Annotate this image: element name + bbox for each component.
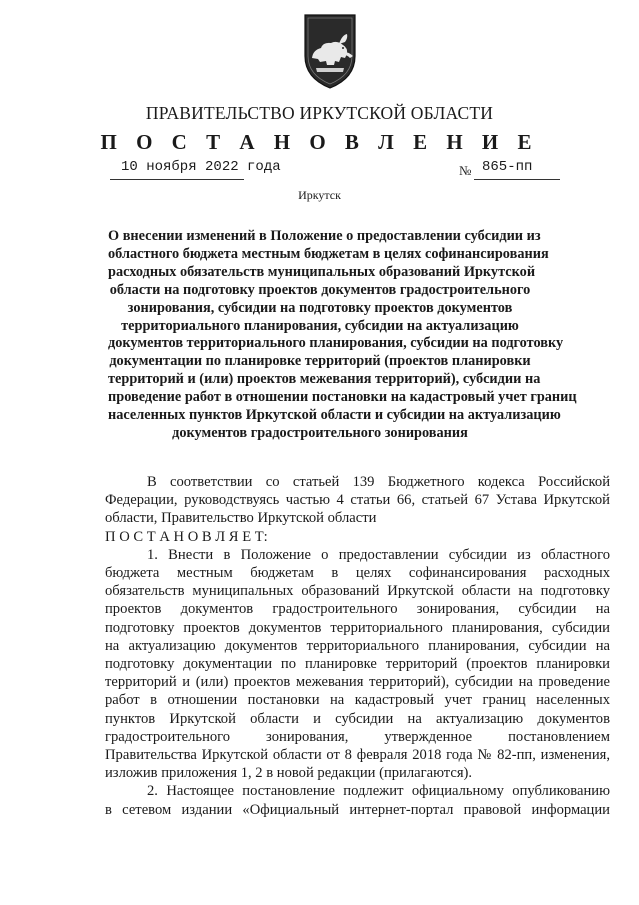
body-line: бюджета местным бюджетам в целях софинансирования расходных bbox=[105, 565, 610, 582]
subject-line: областного бюджета местным бюджетам в целях софинансирования bbox=[108, 245, 549, 262]
subject-line: расходных обязательств муниципальных образований Иркутской bbox=[108, 263, 536, 280]
subject-line: документов градостроительного зонирования bbox=[172, 424, 468, 441]
resolves-heading bbox=[105, 528, 610, 546]
body-line: градостроительного зонирования, утвержденное постановлением bbox=[105, 728, 610, 745]
document-type-heading: П О С Т А Н О В Л Е Н И Е bbox=[100, 130, 539, 154]
coat-of-arms-emblem bbox=[301, 12, 359, 90]
number-sign: № bbox=[459, 163, 472, 178]
body-line: обязательств муниципальных образований Иркутской области на подготовку bbox=[105, 583, 610, 600]
body-line: на актуализацию документов территориального планирования, субсидии на bbox=[105, 637, 610, 654]
body-line: Федерации, руководствуясь частью 4 статьи 66, статьей 67 Устава Иркутской bbox=[105, 492, 610, 509]
subject-line: проведение работ в отношении постановки на кадастровый учет границ bbox=[108, 389, 577, 406]
government-title: ПРАВИТЕЛЬСТВО ИРКУТСКОЙ ОБЛАСТИ bbox=[145, 103, 494, 123]
document-body bbox=[105, 473, 610, 819]
body-line: 2. Настоящее постановление подлежит официальному опубликованию bbox=[147, 783, 610, 800]
body-line: Правительства Иркутской области от 8 февраля 2018 года № 82-пп, изменения, bbox=[105, 747, 610, 764]
item-1-paragraph bbox=[105, 546, 610, 783]
document-date: 10 ноября 2022 года bbox=[121, 159, 281, 175]
body-line: 1. Внести в Положение о предоставлении субсидии из областного bbox=[147, 546, 610, 563]
body-line: территорий и (или) проектов межевания территорий), субсидии на проведение bbox=[105, 674, 610, 691]
resolution-subject bbox=[108, 228, 577, 443]
intro-paragraph bbox=[105, 473, 610, 528]
body-line: П О С Т А Н О В Л Я Е Т: bbox=[105, 528, 268, 545]
city-name: Иркутск bbox=[298, 188, 341, 202]
subject-line: территориального планирования, субсидии на актуализацию bbox=[121, 317, 519, 334]
subject-line: О внесении изменений в Положение о предоставлении субсидии из bbox=[108, 228, 541, 244]
date-underline bbox=[110, 179, 244, 180]
body-line: подготовку документации по планировке территорий (проектов планировки bbox=[105, 656, 610, 673]
subject-line: населенных пунктов Иркутской области и субсидии на актуализацию bbox=[108, 407, 561, 424]
body-line: проектов документов градостроительного зонирования, субсидии на bbox=[105, 601, 610, 618]
body-line: области, Правительство Иркутской области bbox=[105, 510, 377, 527]
subject-line: зонирования, субсидии на подготовку проектов документов bbox=[127, 299, 513, 316]
body-line: в сетевом издании «Официальный интернет-портал правовой информации bbox=[105, 801, 610, 818]
body-line: подготовку проектов документов территориального планирования, субсидии bbox=[105, 619, 610, 636]
subject-line: области на подготовку проектов документов градостроительного bbox=[109, 281, 531, 298]
body-line: пунктов Иркутской области и субсидии на актуализацию документов bbox=[105, 710, 610, 727]
subject-line: документации по планировке территорий (проектов планировки bbox=[109, 353, 531, 370]
number-underline bbox=[474, 179, 560, 180]
item-2-paragraph bbox=[105, 782, 610, 818]
document-number: 865-пп bbox=[482, 159, 533, 175]
body-line: В соответствии со статьей 139 Бюджетного кодекса Российской bbox=[147, 474, 610, 490]
body-line: работ в отношении постановки на кадастровый учет границ населенных bbox=[105, 692, 610, 709]
body-line: изложив приложения 1, 2 в новой редакции (прилагаются). bbox=[105, 765, 473, 782]
subject-line: территорий и (или) проектов межевания территорий), субсидии на bbox=[108, 371, 541, 388]
subject-line: документов территориального планирования, субсидии на подготовку bbox=[108, 335, 564, 352]
